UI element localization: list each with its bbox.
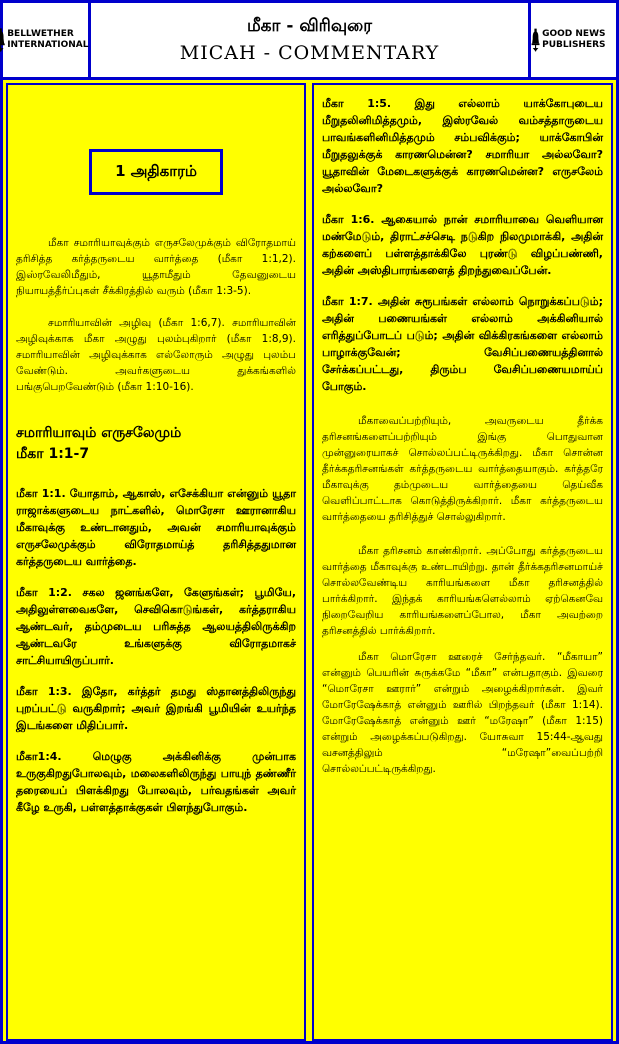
good-news-logo bbox=[528, 3, 616, 77]
verse-7: மீகா 1:7. அதின் சுரூபங்கள் எல்லாம் நொறுக்கப்படும்; அதின் பணையங்கள் எல்லாம் அக்கினியால் எரித்துப்போடப் படும்; அதின் விக்கிரகங்களை எல்லாம் பாழாக்குவேன்; வேசிப்பணையத்தினால் சேர்க்கப்பட்டது, திரும்ப வேசிப்பணையமாய்ப் போகும். bbox=[322, 295, 603, 393]
commentary-paragraph-2: மீகா தரிசனம் காண்கிறார். அப்போது கர்த்தருடைய வார்த்தை மீகாவுக்கு உண்டாயிற்று. தான் தீர்க்கதரிசனமாய்ச் சொல்லவேண்டிய காரியங்களை மீகா தரிசனத்தில் பார்க்கிறார். இந்தக் காரியங்களெல்லாம் ஏற்கெனவே நிறைவேறிய காரியங்களைப்போல, மீகா அவற்றை தரிசனத்தில் பார்க்கிறார். bbox=[322, 545, 603, 637]
verse-4: மீகா1:4. மெழுகு அக்கினிக்கு முன்பாக உருகுகிறதுபோலவும், மலைகளிலிருந்து பாயுந் தண்ணீர் தரையைப் பிளக்கிறது போலவும், பர்வதங்கள் அவர் கீழே உருகி, பள்ளத்தாக்குகள் பிளந்துபோகும். bbox=[16, 750, 296, 814]
good-news-logo-text: GOOD NEWS PUBLISHERS bbox=[542, 29, 606, 50]
bellwether-logo-text: BELLWETHER INTERNATIONAL bbox=[7, 29, 89, 50]
header bbox=[3, 3, 616, 80]
title-english: MICAH - COMMENTARY bbox=[179, 42, 440, 64]
title-tamil: மீகா - விரிவுரை bbox=[246, 16, 373, 36]
section-heading-line-1: சமாரியாவும் எருசலேமும் bbox=[16, 425, 182, 441]
verse-2: மீகா 1:2. சகல ஜனங்களே, கேளுங்கள்; பூமியே, அதிலுள்ளவைகளே, செவிகொடுங்கள், கர்த்தராகிய ஆண்டவர், தம்முடைய பரிசுத்த ஆலயத்திலிருக்கிற ஆண்டவரே உங்களுக்கு விரோதமாகச் சாட்சியாயிருப்பார். bbox=[16, 586, 296, 667]
commentary-paragraph-1: மீகாவைப்பற்றியும், அவருடைய தீர்க்க தரிசனங்களைப்பற்றியும் இங்கு பொதுவான முன்னுரையாகச் சொல்லப்பட்டிருக்கிறது. மீகா சொன்ன தீர்க்கதரிசனங்கள் கர்த்தருடைய வார்த்தையாகும். கர்த்தரே மீகாவுக்கு தம்முடைய வார்த்தையை தெய்வீக வெளிப்பாட்டாக கொடுத்திருக்கிறார். மீகா கர்த்தருடைய வார்த்தையை தரிசித்துச் சொல்லுகிறார். bbox=[322, 415, 603, 523]
intro-paragraph-1: மீகா சமாரியாவுக்கும் எருசலேமுக்கும் விரோதமாய் தரிசித்த கர்த்தருடைய வார்த்தை (மீகா 1:1,2). இஸ்ரவேலிமீதும், யூதாமீதும் தேவனுடைய நியாயத்தீர்ப்புகள் சீக்கிரத்தில் வரும் (மீகா 1:3-5). bbox=[16, 237, 296, 297]
verse-3: மீகா 1:3. இதோ, கர்த்தர் தமது ஸ்தானத்திலிருந்து புறப்பட்டு வருகிறார்; அவர் இறங்கி பூமியின் உயர்ந்த இடங்களை மிதிப்பார். bbox=[16, 685, 296, 732]
good-news-bell-logo-icon bbox=[531, 20, 540, 60]
commentary-paragraph-3: மீகா மொரேசா ஊரைச் சேர்ந்தவர். “மீகாயா” என்னும் பெயரின் சுருக்கமே “மீகா” என்பதாகும். இவரை “மொரேசா ஊரார்” என்றும் அழைக்கிறார்கள். இவர் மோரேஷேக்காத் என்னும் ஊரில் பிறந்தவர் (மீகா 1:14). மோரேஷேக்காத் என்னும் ஊர் “மரேஷா” (மீகா 1:15) என்றும் அழைக்கப்படுகிறது. யோசுவா 15:44-ஆவது வசனத்திலும் “மரேஷா”வைப்பற்றி சொல்லப்பட்டிருக்கிறது. bbox=[322, 651, 603, 775]
verse-6: மீகா 1:6. ஆகையால் நான் சமாரியாவை வெளியான மண்மேடும், திராட்சச்செடி நடுகிற நிலமுமாக்கி, அதின் கற்களைப் பள்ளத்தாக்கிலே புரண்டு விழப்பண்ணி, அதின் அஸ்திபாரங்களைத் திறந்துவைப்பேன். bbox=[322, 213, 603, 277]
section-heading-line-2: மீகா 1:1-7 bbox=[16, 446, 90, 462]
section-heading bbox=[16, 423, 296, 465]
bellwether-logo bbox=[3, 3, 91, 77]
verse-1: மீகா 1:1. யோதாம், ஆகாஸ், எசேக்கியா என்னும் யூதா ராஜாக்களுடைய நாட்களில், மொரேசா ஊரானாகிய மீகாவுக்கு உண்டானதும், அவன் சமாரியாவுக்கும் எருசலேமுக்கும் விரோதமாய்த் தரிசித்ததுமான கர்த்தருடைய வார்த்தை. bbox=[16, 487, 296, 568]
left-column bbox=[6, 83, 306, 1041]
bellwether-bell-logo-icon bbox=[0, 20, 5, 60]
title-box bbox=[91, 3, 528, 77]
chapter-title: 1 அதிகாரம் bbox=[89, 149, 223, 195]
verse-5: மீகா 1:5. இது எல்லாம் யாக்கோபுடைய மீறுதலினிமித்தமும், இஸ்ரவேல் வம்சத்தாருடைய பாவங்களினிமித்தமும் சம்பவிக்கும்; யாக்கோபின் மீறுதலுக்குக் காரணமென்ன? சமாரியா அல்லவோ? யூதாவின் மேடைகளுக்குக் காரணமென்ன? எருசலேம் அல்லவோ? bbox=[322, 97, 603, 195]
intro-paragraph-2: சமாரியாவின் அழிவு (மீகா 1:6,7). சமாரியாவின் அழிவுக்காக மீகா அழுது புலம்புகிறார் (மீகா 1:8,9). சமாரியாவின் அழிவுக்காக எல்லோரும் அழுது புலம்ப வேண்டும். அவர்களுடைய துக்கங்களில் பங்குபெறவேண்டும் (மீகா 1:10-16). bbox=[16, 317, 296, 393]
right-column bbox=[312, 83, 613, 1041]
